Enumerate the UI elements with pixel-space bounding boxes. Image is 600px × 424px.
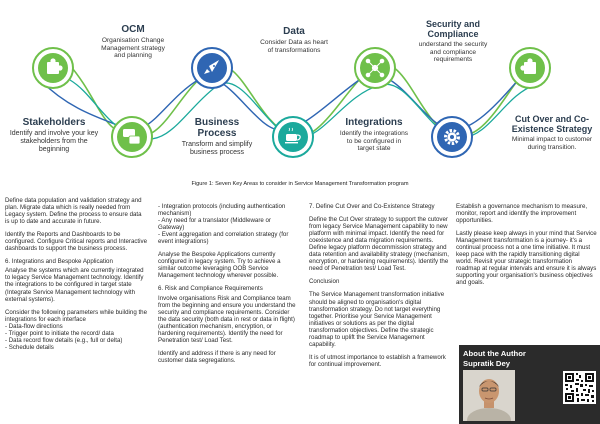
area-business-process xyxy=(178,117,256,157)
article-column-1 xyxy=(5,197,147,351)
paragraph: Involve organisations Risk and Compliance team from the beginning and ensure you understand the security and compliance requirements. Consider the data security (both data in rest or data in flight) (authentication mechanism, encryption, or hardening requirements). Identify the need for Penetration test/ Load Test. xyxy=(158,294,296,344)
section-heading: 6. Risk and Compliance Requirements xyxy=(158,285,263,293)
article-column-2 xyxy=(158,203,298,370)
area-description: Consider Data as heart of transformations xyxy=(260,39,328,54)
section-heading: 7. Define Cut Over and Co-Existence Strategy xyxy=(309,203,435,210)
qr-code[interactable] xyxy=(563,371,596,404)
area-stakeholders xyxy=(8,117,100,154)
area-description: Minimal impact to customer during transition. xyxy=(511,136,593,151)
avatar-icon xyxy=(463,370,515,421)
section-heading: Conclusion xyxy=(309,278,340,286)
paragraph: Identify the Reports and Dashboards to be configured. Configure Critical reports and Interactive dashboards to support the business process. xyxy=(5,231,147,253)
node-integrations-network xyxy=(355,48,395,88)
article-column-4 xyxy=(456,203,597,293)
paragraph: It is of utmost importance to establish a framework for continual improvement. xyxy=(309,353,446,368)
area-description: Organisation Change Management strategy and planning xyxy=(101,37,165,59)
area-title: OCM xyxy=(121,24,145,35)
qr-code-icon xyxy=(563,371,596,404)
area-title: Business Process xyxy=(194,117,240,140)
paragraph: Analyse the Bespoke Applications currently configured in legacy system. Try to achieve a similar outcome leveraging OOB Service Management technology wherever possible. xyxy=(158,251,281,280)
bullet-item: - Any need for a translator (Middleware or Gateway) xyxy=(158,217,271,232)
about-the-author-box xyxy=(459,345,600,424)
author-name: Supratik Dey xyxy=(463,359,510,368)
node-data-cup xyxy=(273,117,313,157)
bullet-item: - Event aggregation and correlation strategy (for event integrations) xyxy=(158,231,289,246)
area-data xyxy=(258,26,330,54)
area-security-compliance xyxy=(418,19,488,63)
node-stakeholders xyxy=(33,48,73,88)
paragraph: Consider the following parameters while building the integrations for each interface xyxy=(5,308,147,323)
area-description: Transform and simplify business process xyxy=(181,141,253,157)
bullet-item: - Schedule details xyxy=(5,343,54,351)
bullet-item: - Integration protocols (including authentication mechanism) xyxy=(158,203,286,218)
area-title: Integrations xyxy=(345,117,403,128)
about-author-heading: About the Author xyxy=(463,349,526,358)
bullet-item: - Data record flow details (e.g., full or delta) xyxy=(5,336,123,344)
area-integrations xyxy=(338,117,410,152)
area-title: Cut Over and Co-Existence Strategy xyxy=(511,114,593,135)
paragraph: Define data population and validation strategy and plan. Migrate data which is really needed from Legacy system. Define the process to ensure data is up to date and accurate in future. xyxy=(5,197,142,226)
paragraph: Establish a governance mechanism to measure, monitor, report and identify the improvement opportunities. xyxy=(456,203,588,225)
area-title: Security and Compliance xyxy=(425,19,481,40)
figure-caption: Figure 1: Seven Key Areas to consider in Service Management Transformation program xyxy=(191,181,409,187)
seven-key-areas-infographic xyxy=(0,0,600,188)
area-description: understand the security and compliance requirements xyxy=(418,41,488,63)
node-business-process xyxy=(192,48,232,88)
area-cut-over xyxy=(508,114,596,151)
paragraph: Lastly please keep always in your mind that Service Management transformation is a journey- it's a continual process not a one time initiative. It must keep pace with the rapidly transitioning digital world. Revisit your strategic transformation roadmap at regular intervals and ensure it is always supporting your organisation's business objectives and goals. xyxy=(456,230,597,287)
bullet-item: - Trigger point to initiate the record/ data xyxy=(5,329,114,337)
paragraph: The Service Management transformation initiative should be aligned to organisation's digital transformation strategy. Do not target everything together. Prioritise your Service Management initiatives or solutions as per the digital transformation objectives. Define the strategic roadmap to uplift the Service Management capability. xyxy=(309,291,445,348)
article-column-3 xyxy=(309,203,451,374)
paragraph: Identify and address if there is any need for customer data segregations. xyxy=(158,349,276,364)
area-description: Identify and involve your key stakeholders from the beginning xyxy=(9,130,99,153)
area-title: Stakeholders xyxy=(22,117,86,128)
section-heading: 6. Integrations and Bespoke Application xyxy=(5,258,113,266)
paragraph: Analyse the systems which are currently integrated to legacy Service Management technology. Identify the integrations to be configured in target state (Integrate Service Management technology with external systems). xyxy=(5,267,144,303)
paragraph: Define the Cut Over strategy to support the cutover from legacy Service Management capability to new platform with minimal impact. Identify the need for coexistence and data migration requirements. Define legacy platform decommission strategy and data retention and availability strategy (mechanism, encryption, or hardening requirements). Identify the need of Penetration test/ Load Test. xyxy=(309,216,449,273)
author-photo xyxy=(463,370,515,421)
node-cut-over xyxy=(510,48,550,88)
area-description: Identify the integrations to be configured in target state xyxy=(339,130,409,152)
bullet-item: - Data-flow directions xyxy=(5,322,63,330)
area-ocm xyxy=(100,24,166,59)
node-ocm xyxy=(112,117,152,157)
node-security-gear xyxy=(432,117,472,157)
area-title: Data xyxy=(283,26,305,37)
